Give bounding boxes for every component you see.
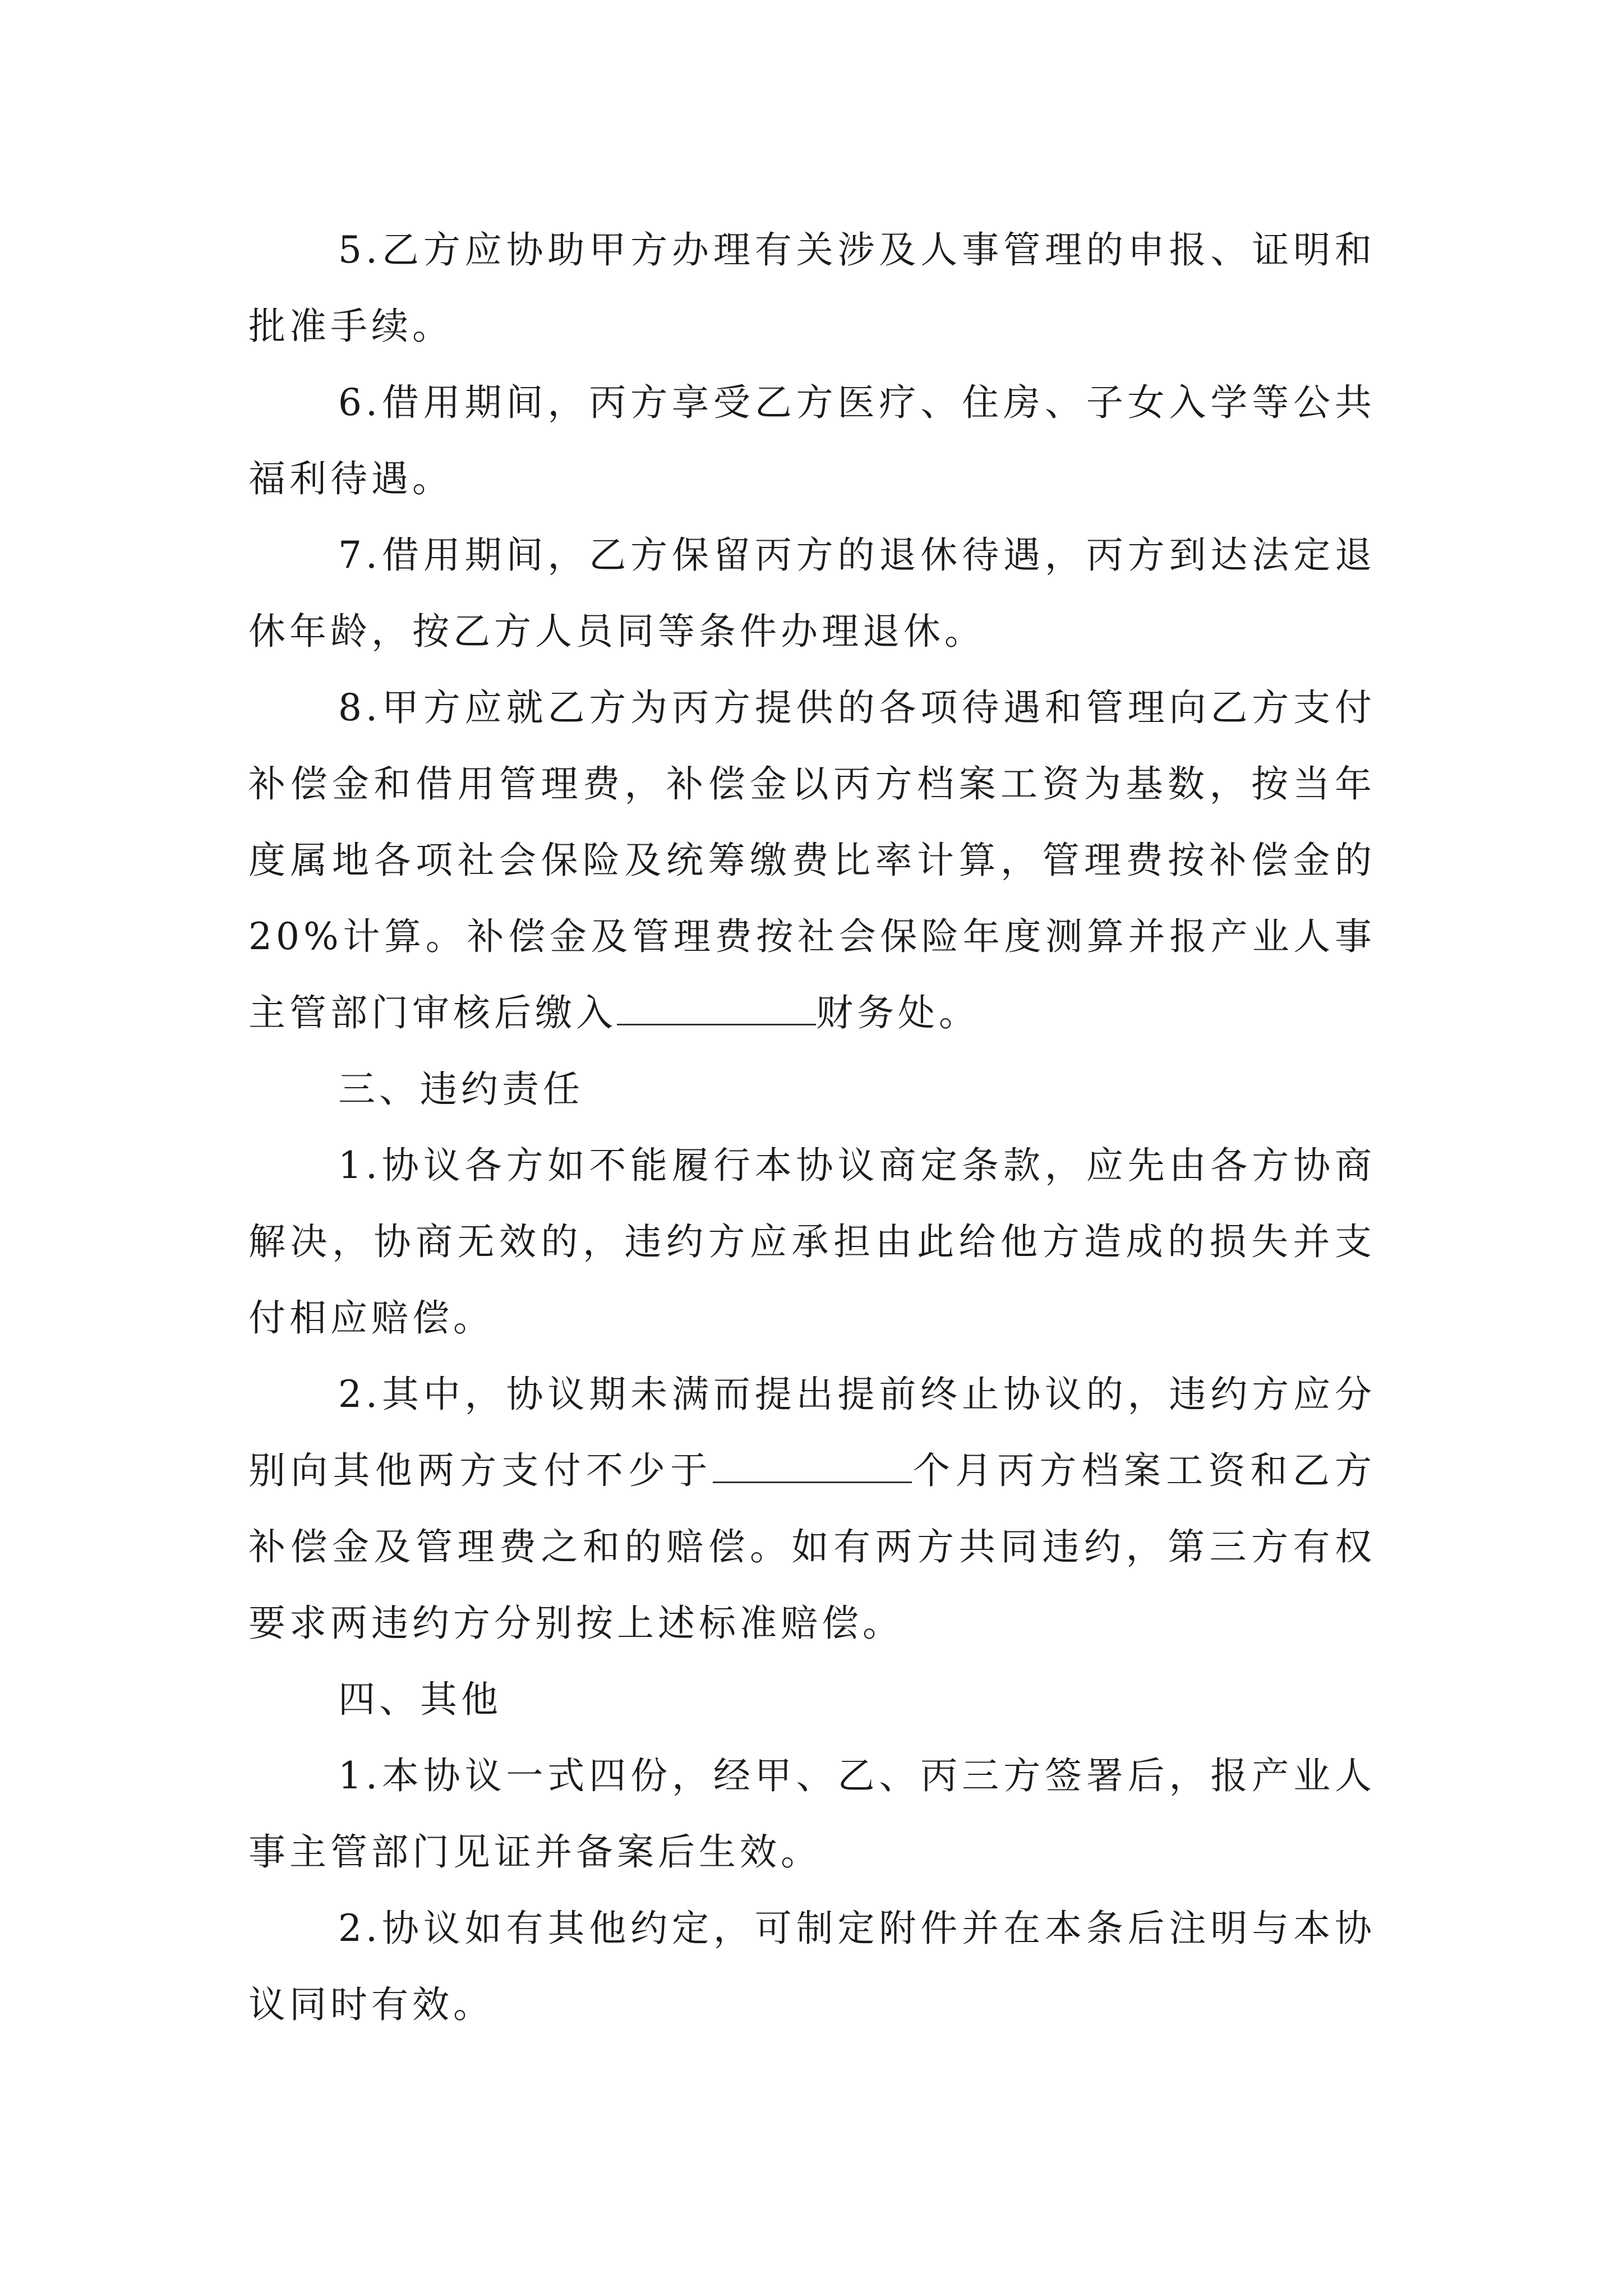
paragraph-breach-clause-1 bbox=[248, 1128, 1376, 1356]
paragraph-text: 1.本协议一式四份，经甲、乙、丙三方签署后，报产业人事主管部门见证并备案后生效。 bbox=[248, 1754, 1376, 1874]
paragraph-text-after-blank: 财务处。 bbox=[816, 991, 980, 1034]
paragraph-text: 5.乙方应协助甲方办理有关涉及人事管理的申报、证明和批准手续。 bbox=[248, 228, 1376, 348]
paragraph-clause-7 bbox=[248, 517, 1376, 670]
paragraph-other-clause-2 bbox=[248, 1890, 1376, 2043]
paragraph-text-after-blank: 个月丙方档案工资和乙方补偿金及管理费之和的赔偿。如有两方共同违约，第三方有权要求两违约方分别按上述标准赔偿。 bbox=[248, 1449, 1376, 1645]
paragraph-text: 2.协议如有其他约定，可制定附件并在本条后注明与本协议同时有效。 bbox=[248, 1907, 1376, 2026]
paragraph-clause-8 bbox=[248, 670, 1376, 1051]
document-body bbox=[248, 212, 1376, 2043]
section-heading-breach-liability bbox=[248, 1051, 1376, 1128]
paragraph-text: 6.借用期间，丙方享受乙方医疗、住房、子女入学等公共福利待遇。 bbox=[248, 381, 1376, 500]
section-heading-other bbox=[248, 1662, 1376, 1738]
paragraph-clause-6 bbox=[248, 365, 1376, 517]
fill-in-blank bbox=[713, 1450, 912, 1483]
paragraph-text: 1.协议各方如不能履行本协议商定条款，应先由各方协商解决，协商无效的，违约方应承担由此给他方造成的损失并支付相应赔偿。 bbox=[248, 1144, 1376, 1340]
paragraph-text: 2.其中，协议期未满而提出提前终止协议的，违约方应分别向其他两方支付不少于 bbox=[248, 1373, 1376, 1492]
section-heading-text: 三、违约责任 bbox=[338, 1068, 584, 1111]
fill-in-blank bbox=[617, 992, 816, 1025]
paragraph-breach-clause-2 bbox=[248, 1356, 1376, 1662]
paragraph-clause-5 bbox=[248, 212, 1376, 365]
paragraph-other-clause-1 bbox=[248, 1738, 1376, 1890]
paragraph-text: 8.甲方应就乙方为丙方提供的各项待遇和管理向乙方支付补偿金和借用管理费，补偿金以丙方档案工资为基数，按当年度属地各项社会保险及统筹缴费比率计算，管理费按补偿金的20%计算。补偿金及管理费按社会保险年度测算并报产业人事主管部门审核后缴入 bbox=[248, 686, 1376, 1034]
section-heading-text: 四、其他 bbox=[338, 1678, 502, 1721]
paragraph-text: 7.借用期间，乙方保留丙方的退休待遇，丙方到达法定退休年龄，按乙方人员同等条件办理退休。 bbox=[248, 533, 1376, 653]
